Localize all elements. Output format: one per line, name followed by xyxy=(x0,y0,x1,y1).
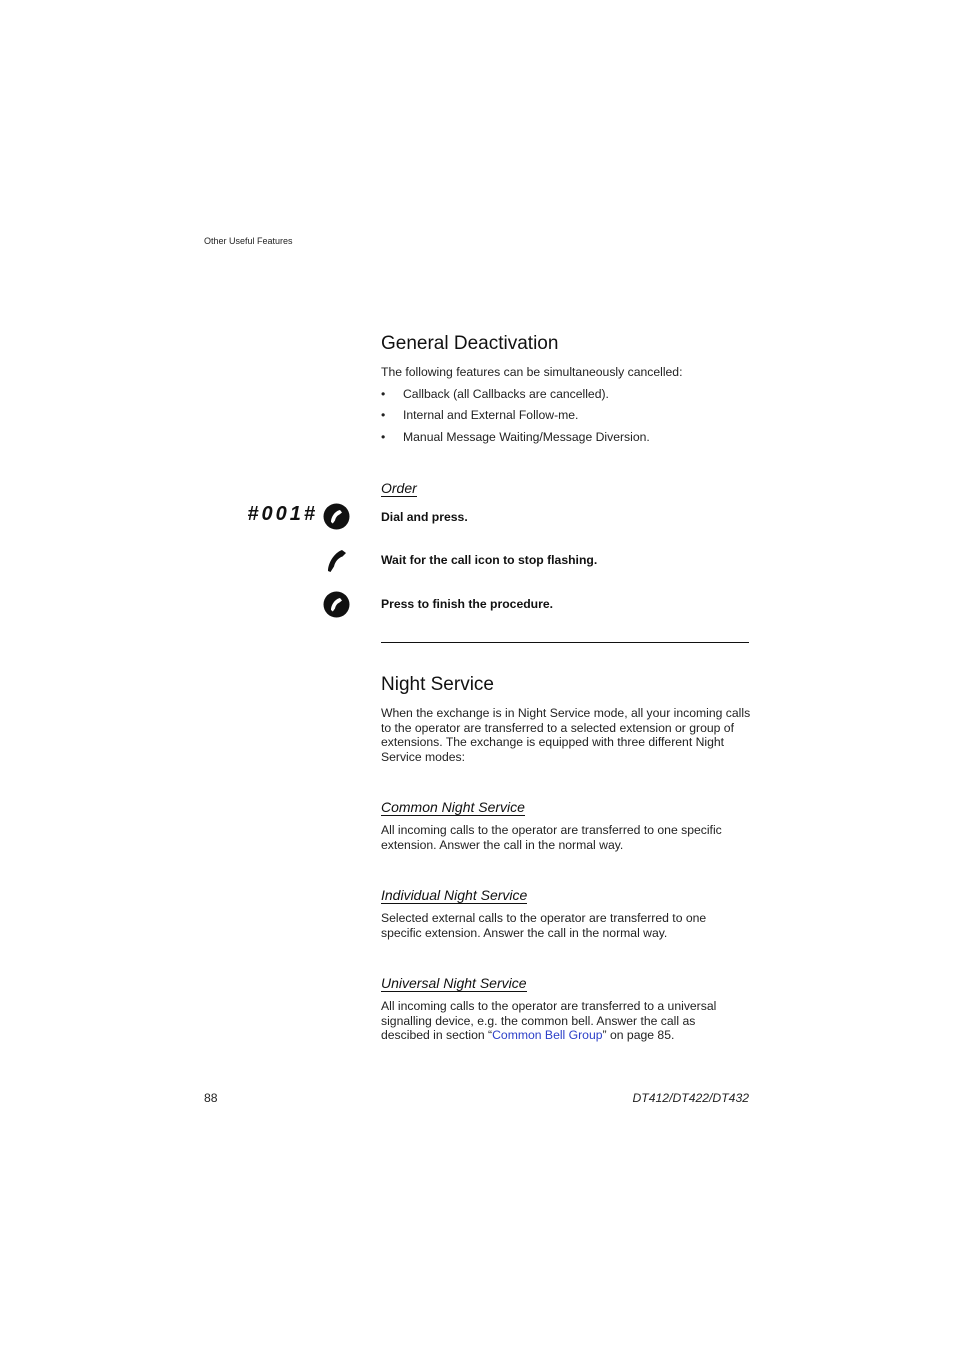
bullet-item xyxy=(381,430,741,446)
universal-night-service-text xyxy=(381,999,735,1043)
common-bell-group-link[interactable]: Common Bell Group xyxy=(492,1028,603,1042)
step-text: Press to finish the procedure. xyxy=(381,597,554,611)
page-number: 88 xyxy=(204,1091,218,1105)
universal-text-before: All incoming calls to the operator are transferred to a universal signalling device, e.g. the common bell. Answer the call as descibed in section “ xyxy=(381,999,717,1042)
handset-icon xyxy=(325,547,349,574)
order-heading: Order xyxy=(381,480,417,496)
dial-code: #001# xyxy=(247,503,318,525)
model-name: DT412/DT422/DT432 xyxy=(632,1091,749,1105)
general-deactivation-title: General Deactivation xyxy=(381,333,559,354)
bullet-text: Callback (all Callbacks are cancelled). xyxy=(403,387,609,401)
handset-circle-icon xyxy=(323,591,350,618)
running-header: Other Useful Features xyxy=(204,236,293,246)
universal-night-service-heading: Universal Night Service xyxy=(381,975,527,991)
individual-night-service-heading: Individual Night Service xyxy=(381,887,528,903)
night-service-title: Night Service xyxy=(381,674,494,695)
bullet-item xyxy=(381,408,741,424)
bullet-symbol: • xyxy=(381,387,386,401)
step-text: Dial and press. xyxy=(381,510,468,524)
night-service-intro: When the exchange is in Night Service mode, all your incoming calls to the operator are transferred to a selected extension or group of extensions. The exchange is equipped with three different Night Service modes: xyxy=(381,706,751,764)
section-divider xyxy=(381,642,749,643)
bullet-symbol: • xyxy=(381,408,386,422)
general-deactivation-intro: The following features can be simultaneously cancelled: xyxy=(381,365,683,379)
universal-text-after: ” on page 85. xyxy=(602,1028,675,1042)
handset-circle-icon xyxy=(323,503,350,530)
step-text: Wait for the call icon to stop flashing. xyxy=(381,553,598,567)
individual-night-service-text: Selected external calls to the operator are transferred to one specific extension. Answer the call in the normal way. xyxy=(381,911,707,940)
common-night-service-heading: Common Night Service xyxy=(381,799,525,815)
bullet-text: Internal and External Follow-me. xyxy=(403,408,579,422)
common-night-service-text: All incoming calls to the operator are transferred to one specific extension. Answer the call in the normal way. xyxy=(381,823,722,852)
bullet-symbol: • xyxy=(381,430,386,444)
bullet-item xyxy=(381,387,741,403)
bullet-text: Manual Message Waiting/Message Diversion. xyxy=(403,430,650,444)
